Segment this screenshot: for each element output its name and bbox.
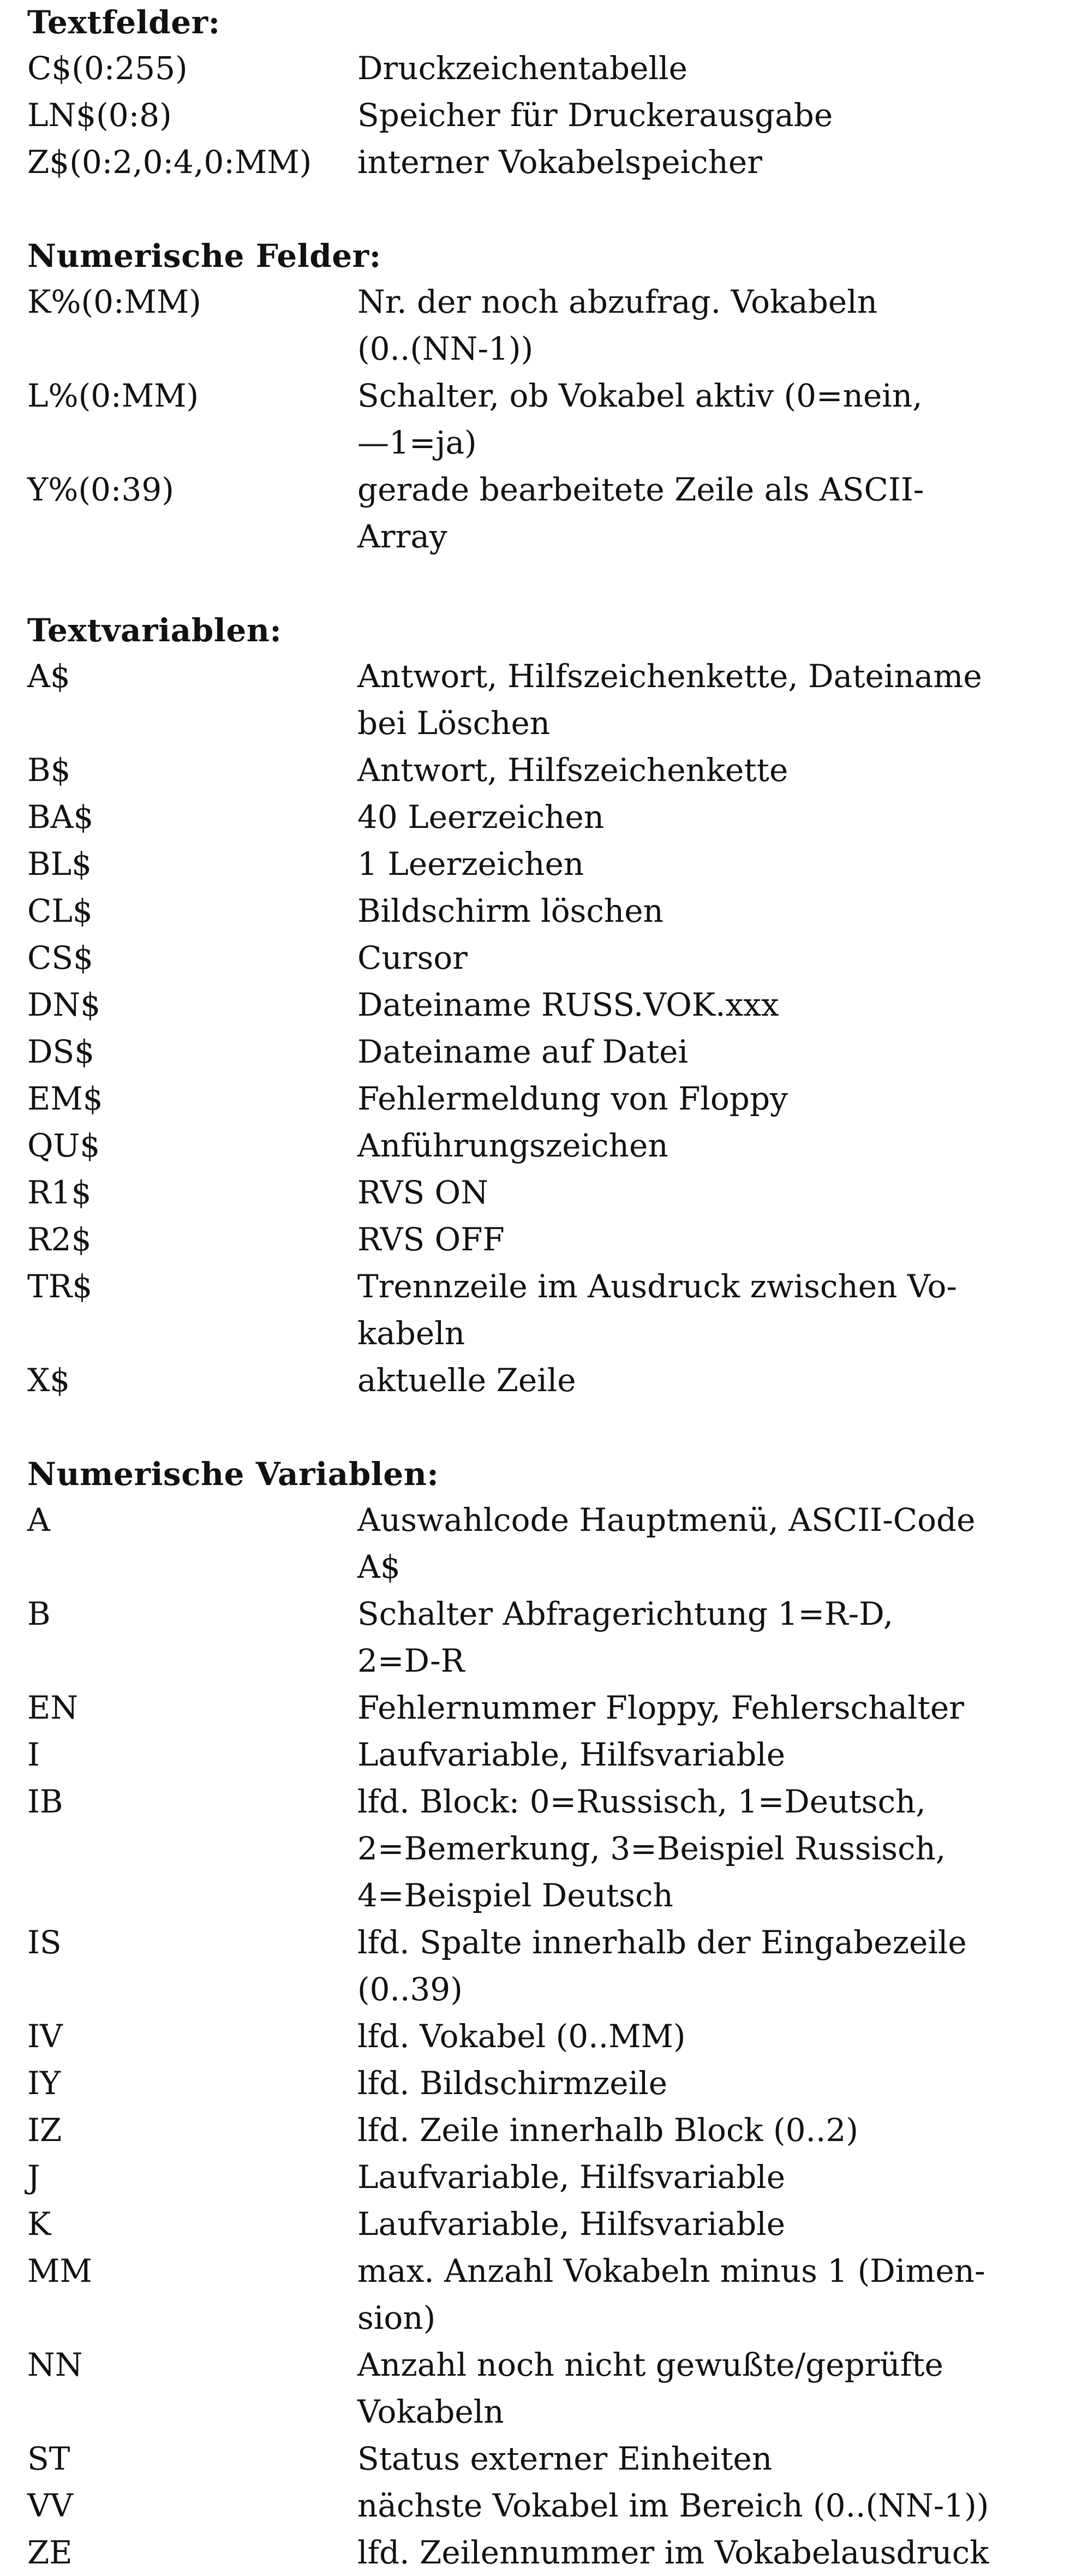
variable-row [27, 840, 1075, 887]
variable-description [357, 1216, 1061, 1263]
variable-name: TR$ [27, 1268, 93, 1305]
description-line: interner Vokabelspeicher [357, 144, 762, 181]
variable-name: IV [27, 2018, 63, 2055]
description-line: bei Löschen [357, 705, 551, 742]
description-line: lfd. Zeile innerhalb Block (0..2) [357, 2112, 858, 2149]
description-line: Schalter Abfragerichtung 1=R-D, [357, 1595, 894, 1632]
variable-description [357, 2341, 1061, 2435]
variable-name: Z$(0:2,0:4,0:MM) [27, 144, 312, 181]
description-line: (0..(NN-1)) [357, 330, 534, 367]
variable-row [27, 2482, 1075, 2529]
variable-description [357, 1731, 1061, 1778]
variable-row [27, 2529, 1075, 2576]
variable-name: CS$ [27, 939, 94, 976]
description-line: Schalter, ob Vokabel aktiv (0=nein, [357, 377, 923, 414]
description-line: Vokabeln [357, 2393, 504, 2430]
variable-description [357, 1028, 1061, 1075]
variable-name: A$ [27, 658, 70, 695]
variable-row [27, 1919, 1075, 2013]
variable-description [357, 1169, 1061, 1216]
description-line: Bildschirm löschen [357, 892, 663, 929]
description-line: 4=Beispiel Deutsch [357, 1877, 673, 1914]
section-spacer [27, 560, 1075, 608]
variable-row [27, 1731, 1075, 1778]
variable-name: A [27, 1501, 50, 1539]
variable-name: X$ [27, 1362, 70, 1399]
variable-row [27, 2247, 1075, 2341]
variable-description [357, 2247, 1061, 2341]
variable-description [357, 92, 1061, 139]
variable-row [27, 1590, 1075, 1684]
variable-row [27, 794, 1075, 840]
description-line: Antwort, Hilfszeichenkette [357, 752, 788, 789]
description-line: max. Anzahl Vokabeln minus 1 (Dimen- [357, 2252, 985, 2289]
variable-name: QU$ [27, 1127, 100, 1164]
section-heading: Textfelder: [27, 4, 220, 41]
variable-name: IZ [27, 2112, 62, 2149]
variable-name: DN$ [27, 986, 101, 1023]
variable-name: Y%(0:39) [27, 471, 174, 508]
variable-name: K%(0:MM) [27, 283, 201, 320]
variable-name: B$ [27, 752, 71, 789]
variable-description [357, 1075, 1061, 1122]
variable-name: R1$ [27, 1174, 92, 1211]
description-line: Trennzeile im Ausdruck zwischen Vo- [357, 1268, 957, 1305]
variable-description [357, 794, 1061, 840]
description-line: lfd. Block: 0=Russisch, 1=Deutsch, [357, 1783, 926, 1820]
section-heading: Textvariablen: [27, 612, 282, 649]
variable-row [27, 1169, 1075, 1216]
variable-description [357, 1357, 1061, 1404]
variable-row [27, 887, 1075, 934]
variable-name: EM$ [27, 1080, 103, 1117]
variable-name: ZE [27, 2534, 73, 2571]
variable-description [357, 2013, 1061, 2060]
section-spacer [27, 186, 1075, 234]
variable-row [27, 466, 1075, 560]
description-line: sion) [357, 2299, 436, 2336]
variable-name: VV [27, 2487, 73, 2524]
description-line: 2=D-R [357, 1642, 465, 1679]
variable-name: C$(0:255) [27, 50, 188, 87]
description-line: lfd. Bildschirmzeile [357, 2065, 668, 2102]
description-line: Anführungszeichen [357, 1127, 668, 1164]
variable-row [27, 1778, 1075, 1919]
description-line: Anzahl noch nicht gewußte/geprüfte [357, 2346, 943, 2383]
description-line: Array [357, 518, 447, 555]
section-spacer [27, 1404, 1075, 1452]
variable-row [27, 2201, 1075, 2247]
variable-description [357, 139, 1061, 186]
variable-row [27, 2060, 1075, 2107]
variable-description [357, 2529, 1061, 2576]
variable-name: IB [27, 1783, 63, 1820]
variable-description [357, 840, 1061, 887]
variable-description [357, 1263, 1061, 1357]
section-heading: Numerische Variablen: [27, 1456, 439, 1493]
variable-description [357, 747, 1061, 794]
description-line: Fehlermeldung von Floppy [357, 1080, 788, 1117]
description-line: 2=Bemerkung, 3=Beispiel Russisch, [357, 1830, 946, 1867]
variable-description [357, 1122, 1061, 1169]
variable-row [27, 139, 1075, 186]
description-line: Nr. der noch abzufrag. Vokabeln [357, 283, 878, 320]
description-line: 40 Leerzeichen [357, 798, 605, 836]
description-line: Laufvariable, Hilfsvariable [357, 1736, 786, 1773]
variable-row [27, 1357, 1075, 1404]
variable-description [357, 2435, 1061, 2482]
variable-name: CL$ [27, 892, 93, 929]
variable-row [27, 1263, 1075, 1357]
description-line: lfd. Vokabel (0..MM) [357, 2018, 686, 2055]
description-line: A$ [357, 1548, 400, 1585]
section-heading: Numerische Felder: [27, 237, 381, 275]
description-line: Dateiname auf Datei [357, 1033, 689, 1070]
variable-row [27, 981, 1075, 1028]
variable-description [357, 1919, 1061, 2013]
description-line: RVS ON [357, 1174, 488, 1211]
variable-name: J [27, 2158, 40, 2196]
section [27, 234, 1075, 560]
variable-description [357, 1590, 1061, 1684]
variable-row [27, 45, 1075, 92]
variable-row [27, 1496, 1075, 1590]
variable-description [357, 45, 1061, 92]
variable-row [27, 92, 1075, 139]
description-line: Cursor [357, 939, 468, 976]
variable-description [357, 2482, 1061, 2529]
description-line: kabeln [357, 1315, 465, 1352]
variable-row [27, 1684, 1075, 1731]
variable-row [27, 747, 1075, 794]
variable-description [357, 1778, 1061, 1919]
variable-description [357, 887, 1061, 934]
variable-name: ST [27, 2440, 70, 2477]
variable-row [27, 2107, 1075, 2154]
variable-row [27, 1122, 1075, 1169]
description-line: —1=ja) [357, 424, 477, 461]
variable-description [357, 934, 1061, 981]
description-line: Auswahlcode Hauptmenü, ASCII-Code [357, 1501, 976, 1539]
variable-name: DS$ [27, 1033, 95, 1070]
variable-description [357, 653, 1061, 747]
variable-name: IS [27, 1924, 62, 1961]
description-line: Laufvariable, Hilfsvariable [357, 2205, 786, 2243]
variable-description [357, 2107, 1061, 2154]
description-line: (0..39) [357, 1971, 463, 2008]
variable-name: NN [27, 2346, 83, 2383]
variable-row [27, 2341, 1075, 2435]
variable-name: K [27, 2205, 51, 2243]
variable-description [357, 2060, 1061, 2107]
variable-name: EN [27, 1689, 79, 1726]
description-line: gerade bearbeitete Zeile als ASCII- [357, 471, 924, 508]
variable-description [357, 466, 1061, 560]
description-line: lfd. Zeilennummer im Vokabelausdruck [357, 2534, 989, 2571]
variable-description [357, 1684, 1061, 1731]
section [27, 0, 1075, 186]
variable-description [357, 1496, 1061, 1590]
variable-row [27, 1075, 1075, 1122]
variable-list-document [27, 0, 1075, 2576]
description-line: Status externer Einheiten [357, 2440, 773, 2477]
description-line: Druckzeichentabelle [357, 50, 688, 87]
description-line: Speicher für Druckerausgabe [357, 97, 833, 134]
variable-name: I [27, 1736, 40, 1773]
variable-description [357, 372, 1061, 466]
variable-name: BL$ [27, 845, 92, 882]
variable-row [27, 2435, 1075, 2482]
variable-name: IY [27, 2065, 61, 2102]
variable-row [27, 934, 1075, 981]
description-line: RVS OFF [357, 1221, 505, 1258]
variable-description [357, 278, 1061, 372]
variable-description [357, 2201, 1061, 2247]
description-line: aktuelle Zeile [357, 1362, 576, 1399]
description-line: Fehlernummer Floppy, Fehlerschalter [357, 1689, 964, 1726]
variable-row [27, 2013, 1075, 2060]
section [27, 608, 1075, 1404]
variable-row [27, 278, 1075, 372]
variable-name: LN$(0:8) [27, 97, 172, 134]
variable-name: B [27, 1595, 51, 1632]
description-line: nächste Vokabel im Bereich (0..(NN-1)) [357, 2487, 989, 2524]
variable-name: MM [27, 2252, 92, 2289]
variable-name: L%(0:MM) [27, 377, 199, 414]
description-line: Dateiname RUSS.VOK.xxx [357, 986, 779, 1023]
variable-row [27, 2154, 1075, 2201]
description-line: lfd. Spalte innerhalb der Eingabezeile [357, 1924, 967, 1961]
variable-row [27, 372, 1075, 466]
section [27, 1452, 1075, 2576]
variable-row [27, 1028, 1075, 1075]
variable-row [27, 1216, 1075, 1263]
description-line: Antwort, Hilfszeichenkette, Dateiname [357, 658, 982, 695]
variable-name: R2$ [27, 1221, 92, 1258]
description-line: Laufvariable, Hilfsvariable [357, 2158, 786, 2196]
variable-row [27, 653, 1075, 747]
variable-name: BA$ [27, 798, 94, 836]
variable-description [357, 981, 1061, 1028]
variable-description [357, 2154, 1061, 2201]
description-line: 1 Leerzeichen [357, 845, 584, 882]
